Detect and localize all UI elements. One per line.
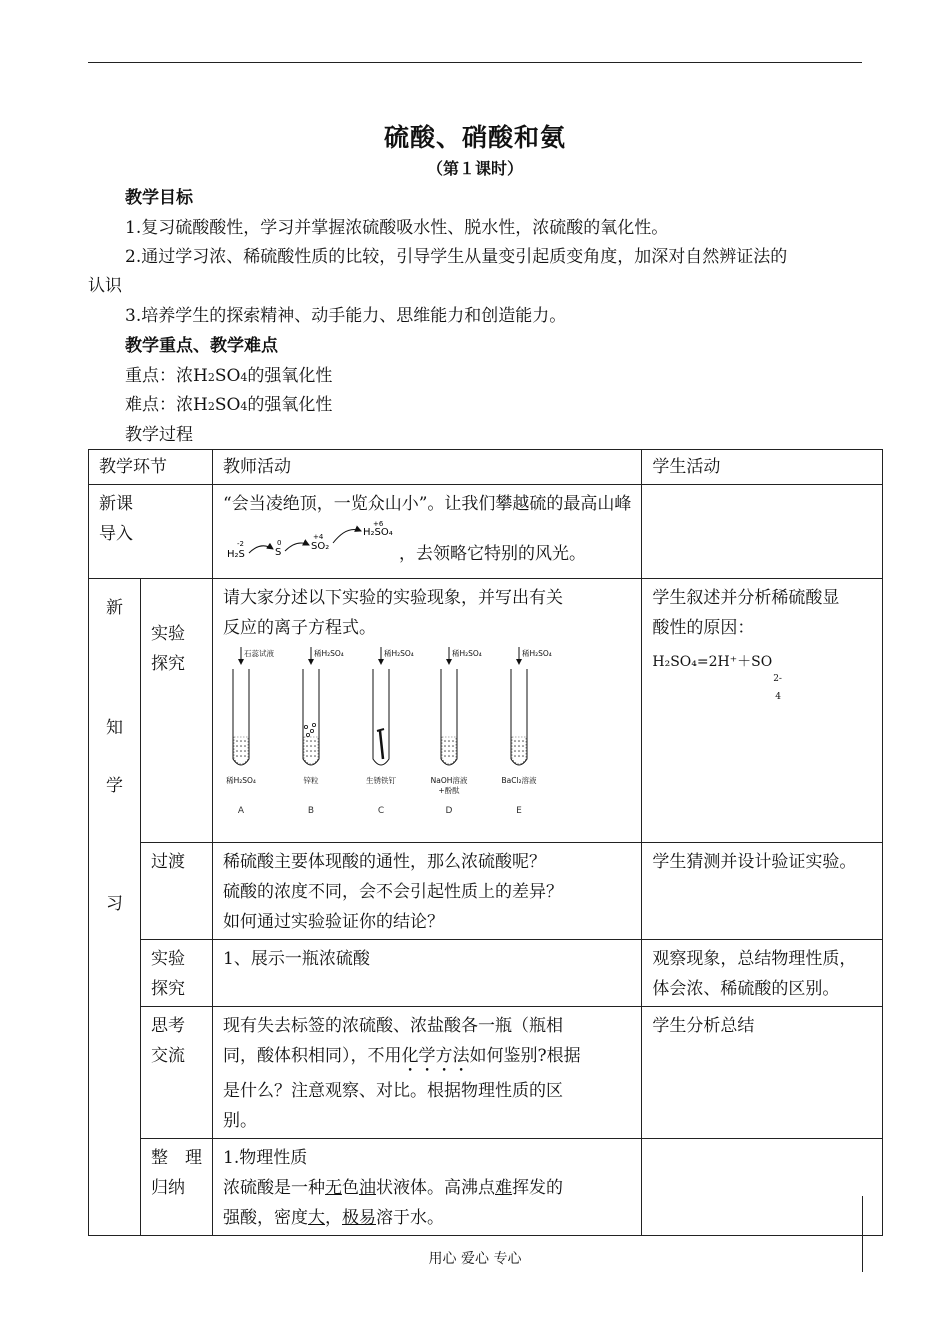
tube-content-label: BaCl₂溶液	[501, 776, 537, 785]
liquid-dot	[306, 755, 308, 757]
stage-discussion: 思考 交流	[141, 1007, 213, 1139]
arrow-2	[285, 543, 309, 551]
liquid-dot	[306, 745, 308, 747]
liquid-dot	[514, 745, 516, 747]
difficulty-point: 难点：浓H2SO4的强氧化性	[125, 395, 333, 415]
zinc-granule	[306, 733, 309, 736]
tube-content-label: 锌粒	[303, 776, 319, 785]
chain-so2-valence: +4	[313, 533, 324, 541]
page-title: 硫酸、硝酸和氨	[383, 123, 566, 152]
student-transition: 学生猜测并设计验证实验。	[642, 843, 883, 940]
liquid-dot	[522, 755, 524, 757]
tube-letter: A	[237, 806, 245, 816]
table-row-experiment-2	[89, 940, 883, 1007]
zinc-granule	[304, 725, 307, 728]
liquid-dot	[514, 755, 516, 757]
header-teacher: 教师活动	[213, 450, 642, 485]
liquid-dot	[444, 755, 446, 757]
page-footer: 用心 爱心 专心	[428, 1251, 522, 1267]
liquid-dot	[452, 755, 454, 757]
liquid-dot	[448, 745, 450, 747]
test-tube-diagram	[223, 647, 553, 837]
liquid-dot	[314, 750, 316, 752]
valence-chain-diagram	[223, 519, 403, 565]
tube-content-label: NaOH溶液	[430, 776, 468, 785]
student-intro	[642, 485, 883, 579]
liquid-dot	[522, 745, 524, 747]
reagent-label: 稀H₂SO₄	[452, 649, 482, 658]
tube-letter: C	[377, 806, 385, 816]
liquid-dot	[518, 745, 520, 747]
liquid-dot	[452, 745, 454, 747]
liquid-dot	[240, 755, 242, 757]
liquid-dot	[452, 750, 454, 752]
liquid-dot	[314, 745, 316, 747]
tube-letter: B	[307, 806, 315, 816]
student-experiment-1: 学生叙述并分析稀硫酸显 酸性的原因： H₂SO₄=2H⁺＋SO 2- 4	[642, 579, 883, 843]
chain-s-valence: 0	[277, 539, 282, 547]
objective-1: 1.复习硫酸酸性，学习并掌握浓硫酸吸水性、脱水性，浓硫酸的氧化性。	[125, 218, 669, 238]
liquid-dot	[240, 750, 242, 752]
liquid-dot	[314, 755, 316, 757]
reagent-label: 稀H₂SO₄	[314, 649, 344, 658]
header-stage: 教学环节	[89, 450, 213, 485]
chain-s: S	[275, 547, 282, 558]
intro-quote: “会当凌绝顶，一览众山小”。让我们攀越硫的最高山峰	[223, 494, 632, 514]
chain-h2s-valence: -2	[237, 540, 244, 548]
liquid-dot	[236, 755, 238, 757]
nail-head	[377, 729, 384, 731]
page-subtitle: （第１课时）	[426, 159, 523, 178]
liquid-dot	[444, 740, 446, 742]
tube-content-label: 生锈铁钉	[366, 776, 396, 785]
intro-continuation: ，去领略它特别的风光。	[399, 544, 586, 564]
teacher-experiment-1: 请大家分述以下实验的实验现象，并写出有关 反应的离子方程式。 石蕊试液 稀H₂SO₄ A 稀H₂SO₄ 锌粒 B 稀H₂SO₄ 生锈铁钉 C 稀H₂SO₄ NaOH溶液 +酚酞 D 稀H₂SO₄ BaCl₂溶液 E	[213, 579, 642, 843]
zinc-granule	[312, 723, 315, 726]
liquid-dot	[236, 750, 238, 752]
header-student: 学生活动	[642, 450, 883, 485]
liquid-dot	[518, 750, 520, 752]
reagent-label: 稀H₂SO₄	[522, 649, 552, 658]
zinc-granule	[310, 729, 313, 732]
liquid-dot	[306, 740, 308, 742]
tube-content-label: 稀H₂SO₄	[226, 776, 256, 785]
reagent-arrowhead	[308, 659, 314, 665]
focus-heading: 教学重点、教学难点	[125, 336, 278, 356]
arrow-3	[333, 530, 361, 544]
student-summary	[642, 1139, 883, 1236]
reagent-label: 稀H₂SO₄	[384, 649, 414, 658]
reagent-arrowhead	[446, 659, 452, 665]
stage-summary: 整 理 归纳	[141, 1139, 213, 1236]
liquid-dot	[244, 740, 246, 742]
reagent-label: 石蕊试液	[244, 649, 274, 658]
liquid-dot	[244, 755, 246, 757]
arrow-1	[249, 546, 273, 553]
teacher-summary: 1.物理性质 浓硫酸是一种无色油状液体。高沸点难挥发的 强酸，密度大，极易溶于水。	[213, 1139, 642, 1236]
tube-letter: D	[445, 806, 453, 816]
table-header-row	[89, 450, 883, 485]
liquid-dot	[236, 745, 238, 747]
stage-new-knowledge: 新 知 学 习	[89, 579, 141, 1236]
objective-2: 2.通过学习浓、稀硫酸性质的比较，引导学生从量变引起质变角度，加深对自然辨证法的	[125, 247, 788, 267]
liquid-dot	[310, 745, 312, 747]
lesson-table	[88, 449, 883, 1236]
table-row-discussion	[89, 1007, 883, 1139]
liquid-dot	[514, 740, 516, 742]
liquid-dot	[518, 740, 520, 742]
tube-letter: E	[516, 806, 522, 816]
chain-h2s: H₂S	[227, 549, 245, 560]
liquid-dot	[306, 750, 308, 752]
table-row-experiment-1	[89, 579, 883, 843]
table-row-transition	[89, 843, 883, 940]
liquid-dot	[310, 750, 312, 752]
chain-h2so4: H₂SO₄	[363, 527, 393, 538]
reagent-arrowhead	[378, 659, 384, 665]
key-point: 重点：浓H2SO4的强氧化性	[125, 366, 333, 386]
chain-h2so4-valence: +6	[373, 520, 384, 528]
liquid-dot	[444, 750, 446, 752]
liquid-dot	[444, 745, 446, 747]
liquid-dot	[522, 740, 524, 742]
ionization-equation: H₂SO₄=2H⁺＋SO 2- 4	[652, 654, 782, 702]
liquid-dot	[448, 740, 450, 742]
student-discussion: 学生分析总结	[642, 1007, 883, 1139]
table-row-summary	[89, 1139, 883, 1236]
liquid-dot	[236, 740, 238, 742]
nail	[380, 731, 383, 759]
teacher-intro	[213, 485, 642, 579]
liquid-dot	[310, 740, 312, 742]
liquid-dot	[310, 755, 312, 757]
objective-2-cont: 认识	[88, 276, 122, 296]
liquid-dot	[448, 755, 450, 757]
liquid-dot	[240, 740, 242, 742]
reagent-arrowhead	[516, 659, 522, 665]
teacher-transition: 稀硫酸主要体现酸的通性，那么浓硫酸呢？ 硫酸的浓度不同，会不会引起性质上的差异？ 如何通过实验验证你的结论？	[213, 843, 642, 940]
liquid-dot	[244, 745, 246, 747]
liquid-dot	[448, 750, 450, 752]
tube-content-extra: +酚酞	[438, 786, 460, 795]
chain-so2: SO₂	[311, 541, 330, 552]
liquid-dot	[240, 745, 242, 747]
student-experiment-2: 观察现象，总结物理性质， 体会浓、稀硫酸的区别。	[642, 940, 883, 1007]
table-row-intro	[89, 485, 883, 579]
objectives-heading: 教学目标	[125, 188, 193, 208]
liquid-dot	[518, 755, 520, 757]
stage-intro: 新课 导入	[89, 485, 213, 579]
stage-experiment-1: 实验 探究	[141, 579, 213, 843]
stage-transition: 过渡	[141, 843, 213, 940]
stage-experiment-2: 实验 探究	[141, 940, 213, 1007]
process-heading: 教学过程	[125, 425, 193, 445]
liquid-dot	[522, 750, 524, 752]
liquid-dot	[514, 750, 516, 752]
teacher-discussion: 现有失去标签的浓硫酸、浓盐酸各一瓶（瓶相 同，酸体积相同），不用化学方法如何鉴别?根据 是什么？注意观察、对比。根据物理性质的区 别。	[213, 1007, 642, 1139]
reagent-arrowhead	[238, 659, 244, 665]
objective-3: 3.培养学生的探索精神、动手能力、思维能力和创造能力。	[125, 306, 567, 326]
liquid-dot	[244, 750, 246, 752]
liquid-dot	[452, 740, 454, 742]
header-rule	[88, 62, 862, 63]
liquid-dot	[314, 740, 316, 742]
teacher-experiment-2: 1、展示一瓶浓硫酸	[213, 940, 642, 1007]
